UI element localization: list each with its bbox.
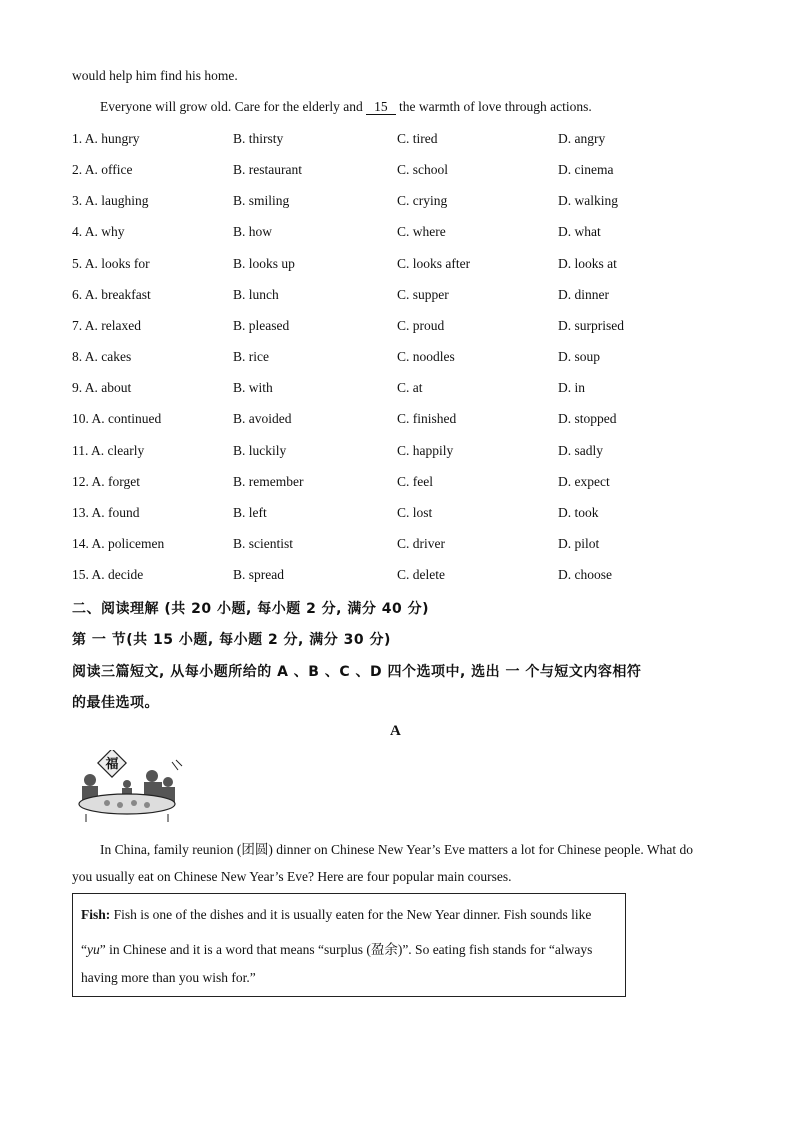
question-6-option-c: C. supper bbox=[397, 286, 449, 302]
question-2-option-c: C. school bbox=[397, 162, 449, 178]
question-4-option-a bbox=[72, 224, 125, 240]
part-heading: 第 一 节(共 15 小题, 每小题 2 分, 满分 30 分) bbox=[72, 632, 391, 648]
option-a-text: about bbox=[101, 380, 132, 396]
question-5-option-b: B. looks up bbox=[233, 255, 295, 271]
option-a-text: laughing bbox=[101, 193, 149, 209]
fish-text: ” in Chinese and it is a word that means “surplus (盈余)”. So eating fish stands for “always bbox=[99, 942, 593, 957]
question-12-option-a bbox=[72, 474, 140, 490]
question-3-option-d: D. walking bbox=[558, 193, 618, 209]
question-1-option-c: C. tired bbox=[397, 131, 438, 146]
fish-course-box bbox=[72, 893, 626, 997]
option-a-text: cakes bbox=[101, 349, 132, 365]
fish-text: Fish is one of the dishes and it is usually eaten for the New Year dinner. Fish sounds like bbox=[110, 907, 592, 922]
fish-label: Fish: bbox=[81, 907, 111, 922]
option-a-text: clearly bbox=[107, 442, 145, 458]
question-15-option-b: B. spread bbox=[233, 567, 284, 583]
question-3-option-a bbox=[72, 193, 149, 209]
question-15-option-d: D. choose bbox=[558, 567, 612, 583]
question-11-option-a bbox=[72, 443, 144, 459]
section-heading: 二、阅读理解 (共 20 小题, 每小题 2 分, 满分 40 分) bbox=[72, 601, 430, 617]
question-8-option-d: D. soup bbox=[558, 349, 601, 365]
option-a-text: policemen bbox=[108, 535, 165, 551]
passage-line-2 bbox=[100, 99, 592, 115]
question-7-option-a bbox=[72, 318, 141, 334]
passage-text: the warmth of love through actions. bbox=[395, 99, 592, 114]
question-9-option-d: D. in bbox=[558, 380, 585, 396]
option-a-text: forget bbox=[108, 473, 141, 489]
question-number: 4. A. bbox=[72, 224, 98, 240]
question-number: 6. A. bbox=[72, 286, 98, 302]
question-9-option-b: B. with bbox=[233, 380, 273, 396]
question-8-option-a bbox=[72, 349, 131, 365]
question-10-option-c: C. finished bbox=[397, 411, 457, 427]
question-1-option-d: D. angry bbox=[558, 131, 606, 146]
question-1-option-a bbox=[72, 131, 140, 147]
instruction-line-1: 阅读三篇短文, 从每小题所给的 A 、B 、C 、D 四个选项中, 选出 一 个与短文内容相符 bbox=[72, 664, 642, 680]
question-8-option-b: B. rice bbox=[233, 349, 269, 365]
option-a-text: found bbox=[108, 504, 140, 520]
fish-line-2 bbox=[81, 938, 592, 958]
option-a-text: continued bbox=[108, 411, 162, 427]
fish-line-3: having more than you wish for.” bbox=[81, 970, 256, 985]
intro-line-2: you usually eat on Chinese New Year’s Eve? Here are four popular main courses. bbox=[72, 869, 512, 884]
fish-yu: yu bbox=[87, 942, 100, 957]
question-1-option-b: B. thirsty bbox=[233, 131, 284, 146]
question-12-option-b: B. remember bbox=[233, 473, 304, 489]
question-9-option-c: C. at bbox=[397, 380, 423, 396]
question-11-option-d: D. sadly bbox=[558, 442, 603, 458]
question-5-option-c: C. looks after bbox=[397, 255, 471, 271]
passage-letter: A bbox=[390, 723, 401, 739]
question-10-option-a bbox=[72, 411, 161, 427]
question-12-option-c: C. feel bbox=[397, 473, 433, 489]
option-a-text: hungry bbox=[101, 131, 140, 146]
passage-line-1: would help him find his home. bbox=[72, 68, 238, 83]
question-5-option-d: D. looks at bbox=[558, 255, 617, 271]
question-15-option-a bbox=[72, 567, 143, 583]
option-a-text: relaxed bbox=[101, 317, 141, 333]
question-8-option-c: C. noodles bbox=[397, 349, 455, 365]
question-number: 8. A. bbox=[72, 349, 98, 365]
question-number: 13. A. bbox=[72, 504, 105, 520]
question-5-option-a bbox=[72, 256, 150, 272]
question-10-option-d: D. stopped bbox=[558, 411, 617, 427]
instruction-line-2: 的最佳选项。 bbox=[72, 695, 159, 711]
question-2-option-d: D. cinema bbox=[558, 162, 614, 178]
question-number: 11. A. bbox=[72, 442, 105, 458]
question-6-option-b: B. lunch bbox=[233, 286, 279, 302]
question-number: 14. A. bbox=[72, 535, 105, 551]
question-12-option-d: D. expect bbox=[558, 473, 610, 489]
intro-line-1: In China, family reunion (团圆) dinner on Chinese New Year’s Eve matters a lot for Chinese people. What do bbox=[100, 842, 693, 857]
question-14-option-a bbox=[72, 536, 164, 552]
family-dinner-illustration bbox=[72, 750, 184, 824]
option-a-text: looks for bbox=[101, 255, 150, 271]
question-7-option-c: C. proud bbox=[397, 317, 445, 333]
question-4-option-d: D. what bbox=[558, 224, 601, 240]
option-a-text: breakfast bbox=[101, 286, 151, 302]
fish-line-1 bbox=[81, 907, 591, 923]
question-13-option-d: D. took bbox=[558, 504, 599, 520]
question-number: 10. A. bbox=[72, 411, 105, 427]
question-4-option-c: C. where bbox=[397, 224, 446, 240]
question-3-option-c: C. crying bbox=[397, 193, 448, 209]
question-number: 9. A. bbox=[72, 380, 98, 396]
question-9-option-a bbox=[72, 380, 131, 396]
question-6-option-d: D. dinner bbox=[558, 286, 609, 302]
option-a-text: decide bbox=[108, 567, 144, 583]
question-11-option-c: C. happily bbox=[397, 442, 454, 458]
question-number: 15. A. bbox=[72, 567, 105, 583]
fish-quote: “ bbox=[81, 942, 87, 957]
question-7-option-d: D. surprised bbox=[558, 317, 624, 333]
option-a-text: office bbox=[101, 162, 133, 178]
question-7-option-b: B. pleased bbox=[233, 317, 290, 333]
question-14-option-b: B. scientist bbox=[233, 535, 293, 551]
question-15-option-c: C. delete bbox=[397, 567, 445, 583]
question-number: 1. A. bbox=[72, 131, 98, 146]
question-14-option-c: C. driver bbox=[397, 535, 445, 551]
blank-15: 15 bbox=[366, 100, 396, 115]
question-2-option-a bbox=[72, 162, 133, 178]
fu-sign-char: 福 bbox=[105, 757, 119, 772]
question-number: 3. A. bbox=[72, 193, 98, 209]
question-13-option-a bbox=[72, 505, 140, 521]
question-14-option-d: D. pilot bbox=[558, 535, 600, 551]
question-number: 2. A. bbox=[72, 162, 98, 178]
question-number: 12. A. bbox=[72, 473, 105, 489]
question-number: 7. A. bbox=[72, 317, 98, 333]
question-4-option-b: B. how bbox=[233, 224, 273, 240]
question-11-option-b: B. luckily bbox=[233, 442, 287, 458]
question-10-option-b: B. avoided bbox=[233, 411, 292, 427]
question-6-option-a bbox=[72, 287, 151, 303]
question-number: 5. A. bbox=[72, 255, 98, 271]
question-13-option-c: C. lost bbox=[397, 504, 433, 520]
passage-text: Everyone will grow old. Care for the elderly and bbox=[100, 99, 367, 114]
question-13-option-b: B. left bbox=[233, 504, 267, 520]
question-3-option-b: B. smiling bbox=[233, 193, 290, 209]
option-a-text: why bbox=[101, 224, 125, 240]
question-2-option-b: B. restaurant bbox=[233, 162, 302, 178]
